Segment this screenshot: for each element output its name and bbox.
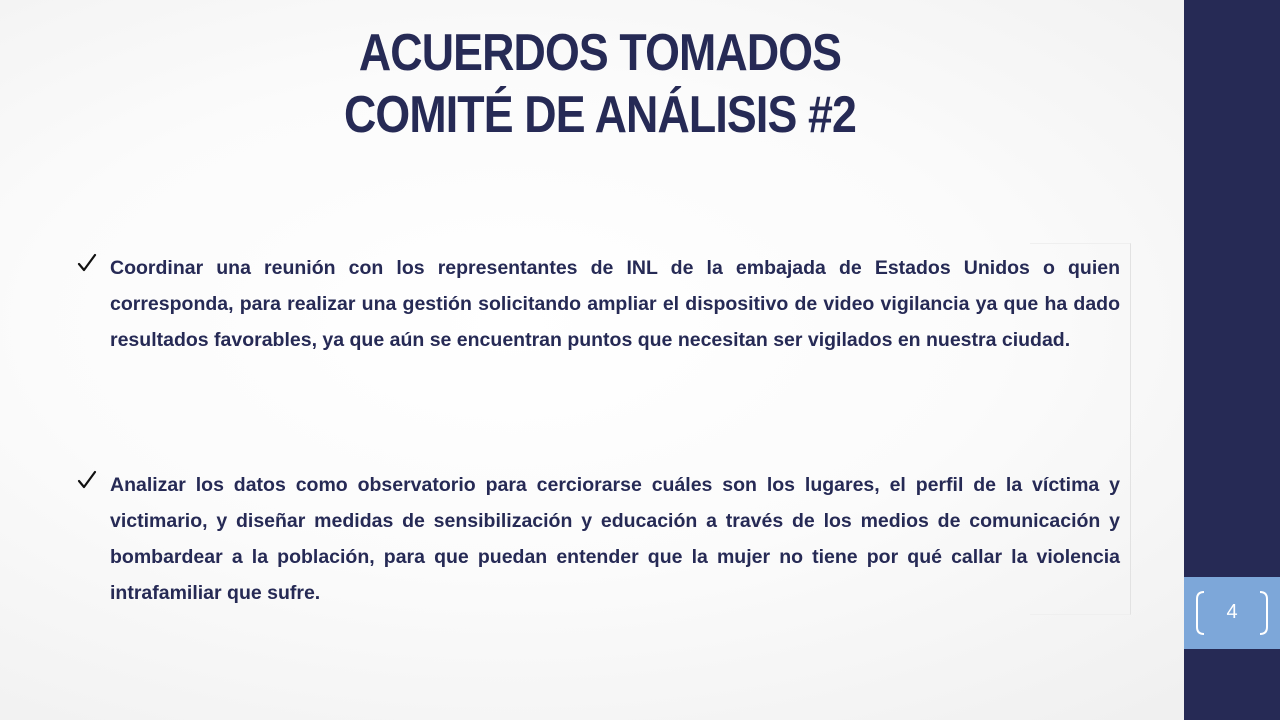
page-number: 4 (1226, 601, 1238, 623)
bullet-text: Analizar los datos como observatorio para cerciorarse cuáles son los lugares, el perfil de la víctima y victimario, y diseñar medidas de sensibilización y educación a través de los medios de comunicación y bombardear a la población, para que puedan entender que la mujer no tiene por qué callar la violencia intrafamiliar que sufre. (110, 474, 1120, 604)
checkmark-icon (76, 251, 98, 275)
bullet-text: Coordinar una reunión con los representantes de INL de la embajada de Estados Unidos o quien corresponda, para realizar una gestión solicitando ampliar el dispositivo de video vigilancia ya que ha dado resultados favorables, ya que aún se encuentran puntos que necesitan ser vigilados en nuestra ciudad. (110, 257, 1120, 351)
slide-title (213, 22, 987, 146)
slide-title-line-2: COMITÉ DE ANÁLISIS #2 (343, 86, 857, 144)
bullet-item (76, 250, 1120, 358)
slide-title-line-1: ACUERDOS TOMADOS (358, 24, 842, 82)
bullet-item (76, 467, 1120, 611)
checkmark-icon (76, 468, 98, 492)
